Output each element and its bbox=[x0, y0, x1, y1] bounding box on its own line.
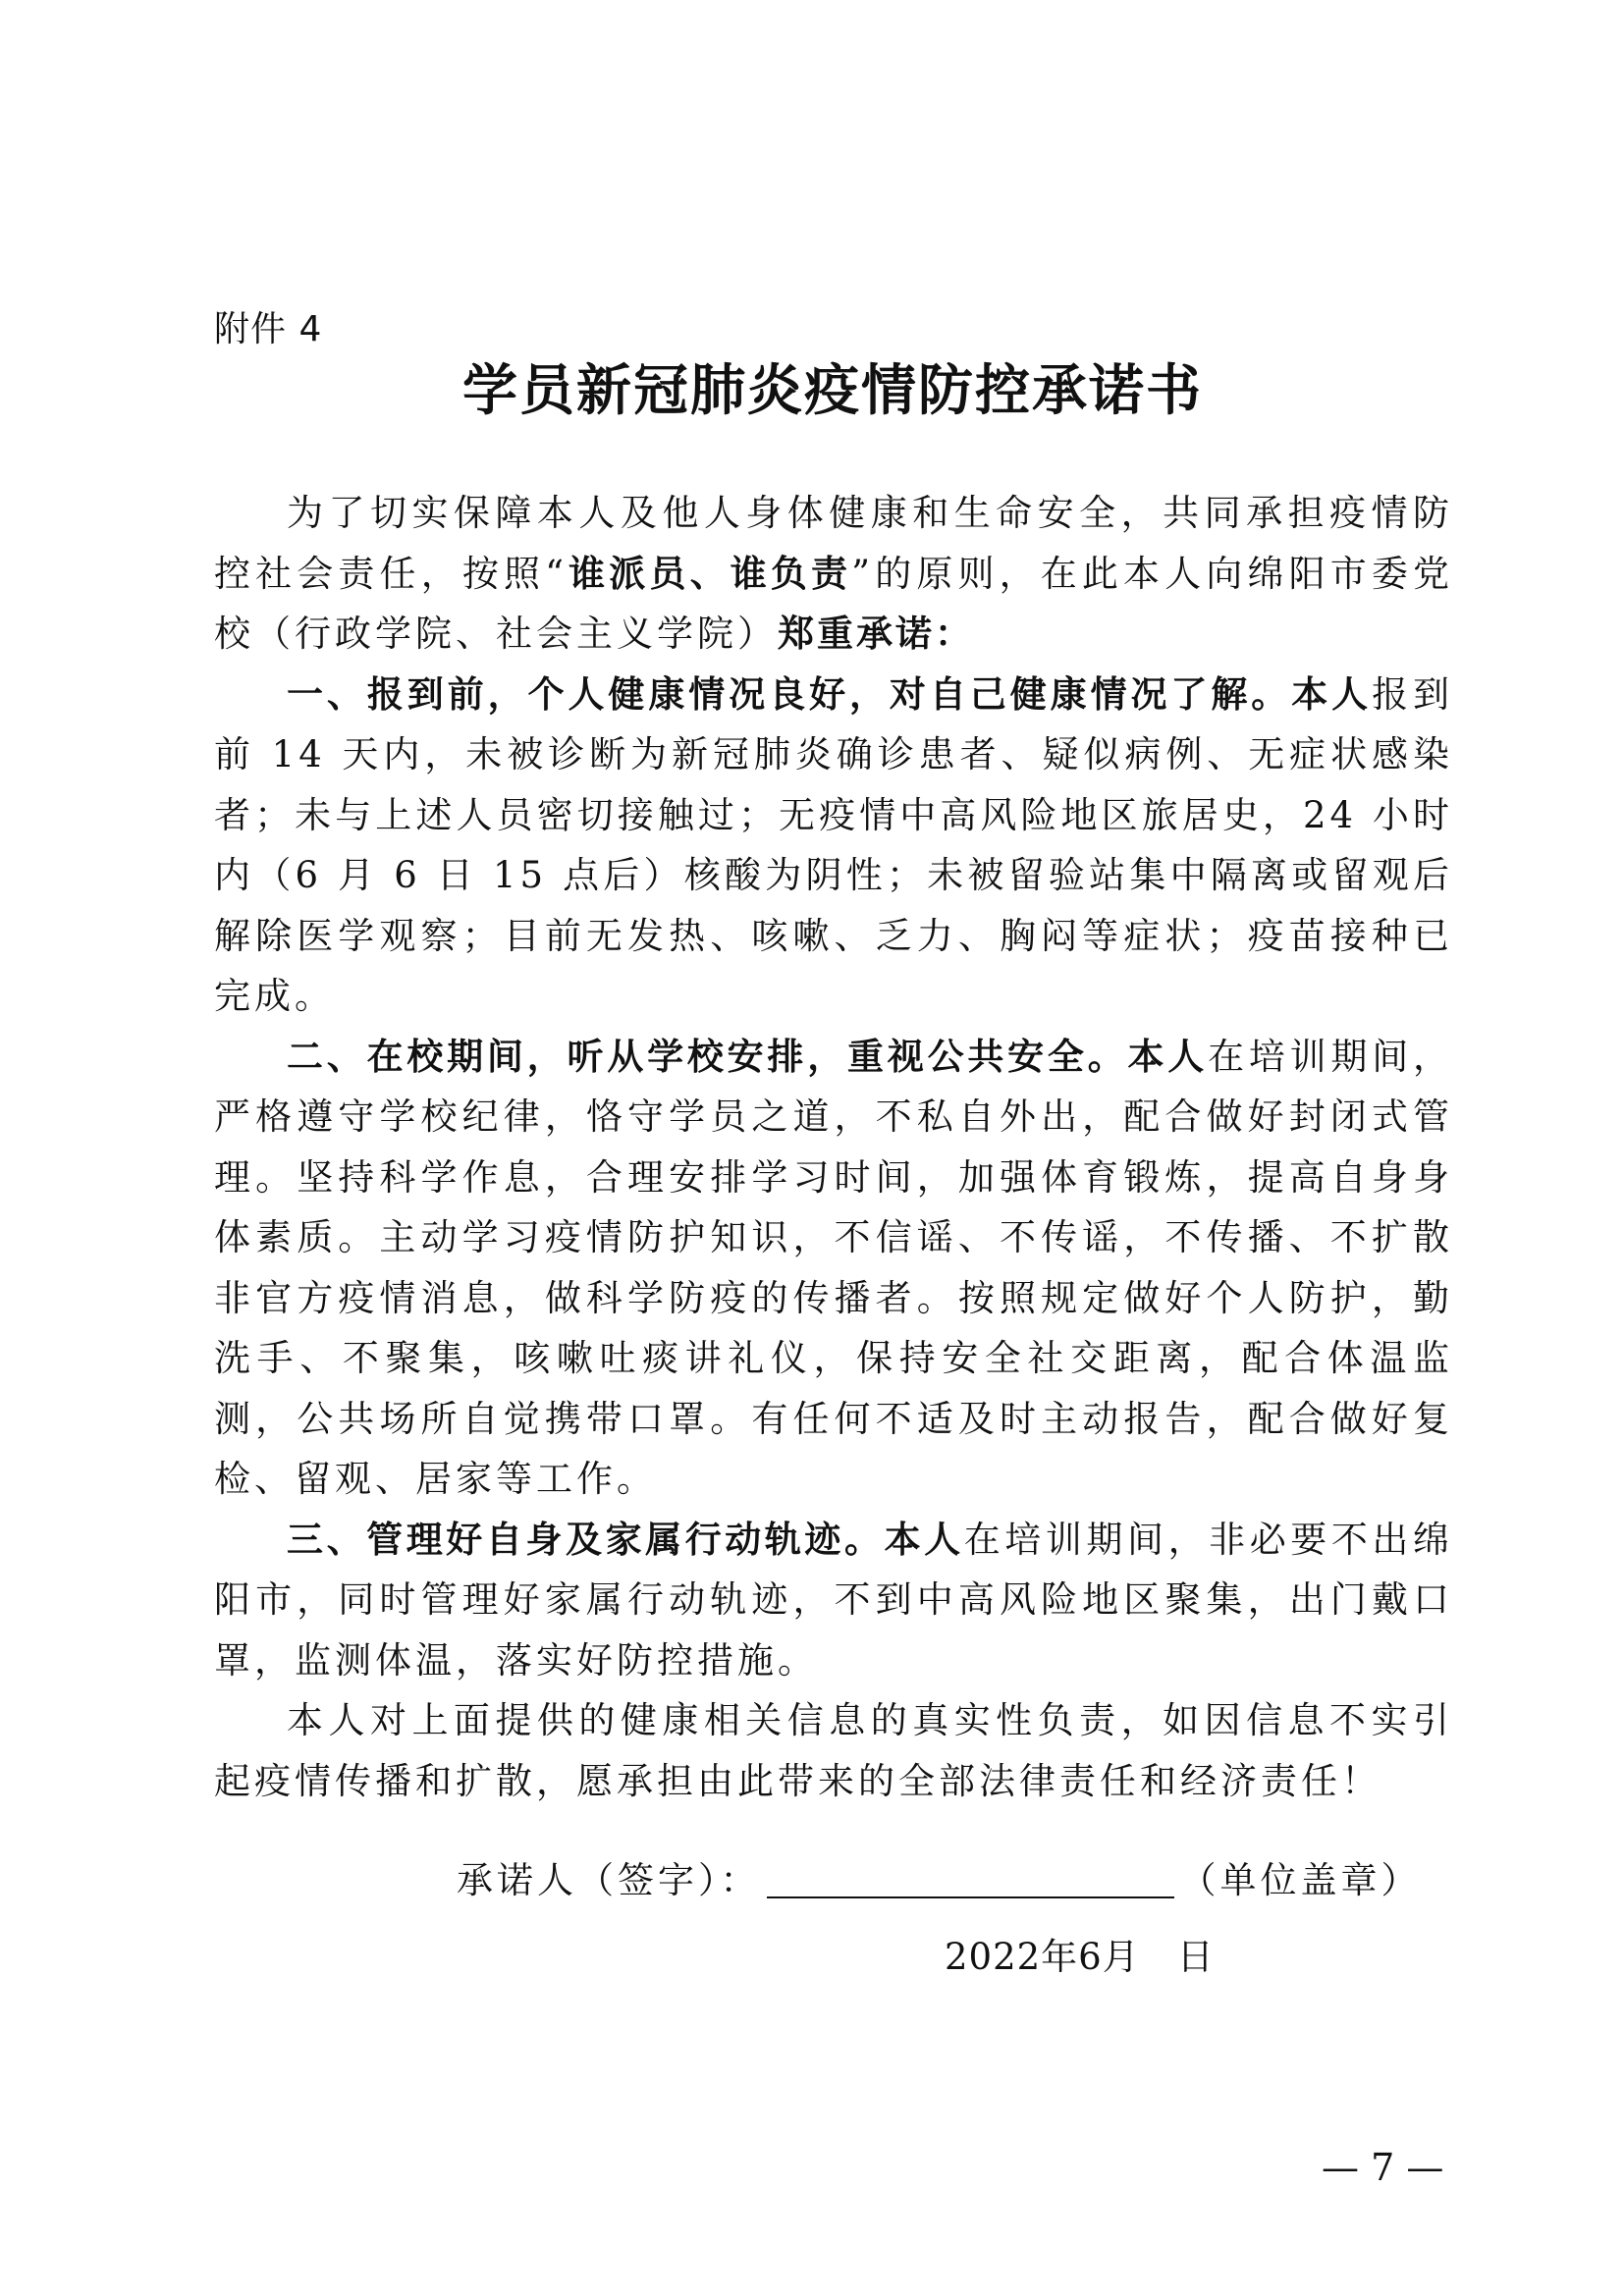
section-3-heading: 三、管理好自身及家属行动轨迹。本人 bbox=[287, 1518, 964, 1561]
signature-blank[interactable] bbox=[767, 1857, 1174, 1898]
attachment-label: 附件 4 bbox=[214, 309, 323, 349]
seal-label: （单位盖章） bbox=[1179, 1859, 1422, 1901]
closing-paragraph: 本人对上面提供的健康相关信息的真实性负责，如因信息不实引起疫情传播和扩散，愿承担由此带来的全部法律责任和经济责任！ bbox=[214, 1699, 1453, 1802]
signature-line bbox=[457, 1851, 1458, 1910]
signature-label: 承诺人（签字）： bbox=[457, 1859, 761, 1901]
section-2-heading: 二、在校期间，听从学校安排，重视公共安全。本人 bbox=[287, 1035, 1209, 1078]
intro-emphasis: 谁派员、谁负责 bbox=[568, 552, 852, 595]
section-3-text: 在培训期间，非必要不出绵阳市，同时管理好家属行动轨迹，不到中高风险地区聚集，出门戴口罩，监测体温，落实好防控措施。 bbox=[214, 1518, 1454, 1682]
section-1-text: 报到前 14 天内，未被诊断为新冠肺炎确诊患者、疑似病例、无症状感染者；未与上述人员密切接触过；无疫情中高风险地区旅居史，24 小时内（6 月 6 日 15 点后）核酸为阴性；未被留验站集中隔离或留观后解除医学观察；目前无发热、咳嗽、乏力、胸闷等症状；疫苗接种已完成。 bbox=[214, 672, 1454, 1017]
document-title: 学员新冠肺炎疫情防控承诺书 bbox=[462, 358, 1203, 423]
section-1-paragraph bbox=[214, 665, 1453, 1027]
section-2-text: 在培训期间，严格遵守学校纪律，恪守学员之道，不私自外出，配合做好封闭式管理。坚持科学作息，合理安排学习时间，加强体育锻炼，提高自身身体素质。主动学习疫情防护知识，不信谣、不传谣，不传播、不扩散非官方疫情消息，做科学防疫的传播者。按照规定做好个人防护，勤洗手、不聚集，咳嗽吐痰讲礼仪，保持安全社交距离，配合体温监测，公共场所自觉携带口罩。有任何不适及时主动报告，配合做好复检、留观、居家等工作。 bbox=[214, 1035, 1454, 1500]
section-2-paragraph bbox=[214, 1027, 1453, 1510]
page-number: — 7 — bbox=[1322, 2146, 1444, 2189]
section-3-paragraph bbox=[214, 1510, 1453, 1691]
intro-pledge: 郑重承诺： bbox=[778, 613, 974, 655]
intro-paragraph bbox=[214, 483, 1453, 665]
intro-text-c: ”的原则，在此本人向绵阳市委党校（行政学院、社会主义学院） bbox=[214, 552, 1453, 655]
intro-text-a: 为了切实保障本人及他人身体健康和生命安全，共同承担疫情防控社会责任，按照“ bbox=[214, 492, 1453, 595]
section-1-heading: 一、报到前，个人健康情况良好，对自己健康情况了解。本人 bbox=[287, 672, 1373, 716]
signature-date: 2022年6月 日 bbox=[945, 1936, 1215, 1978]
document-body bbox=[214, 483, 1453, 1811]
